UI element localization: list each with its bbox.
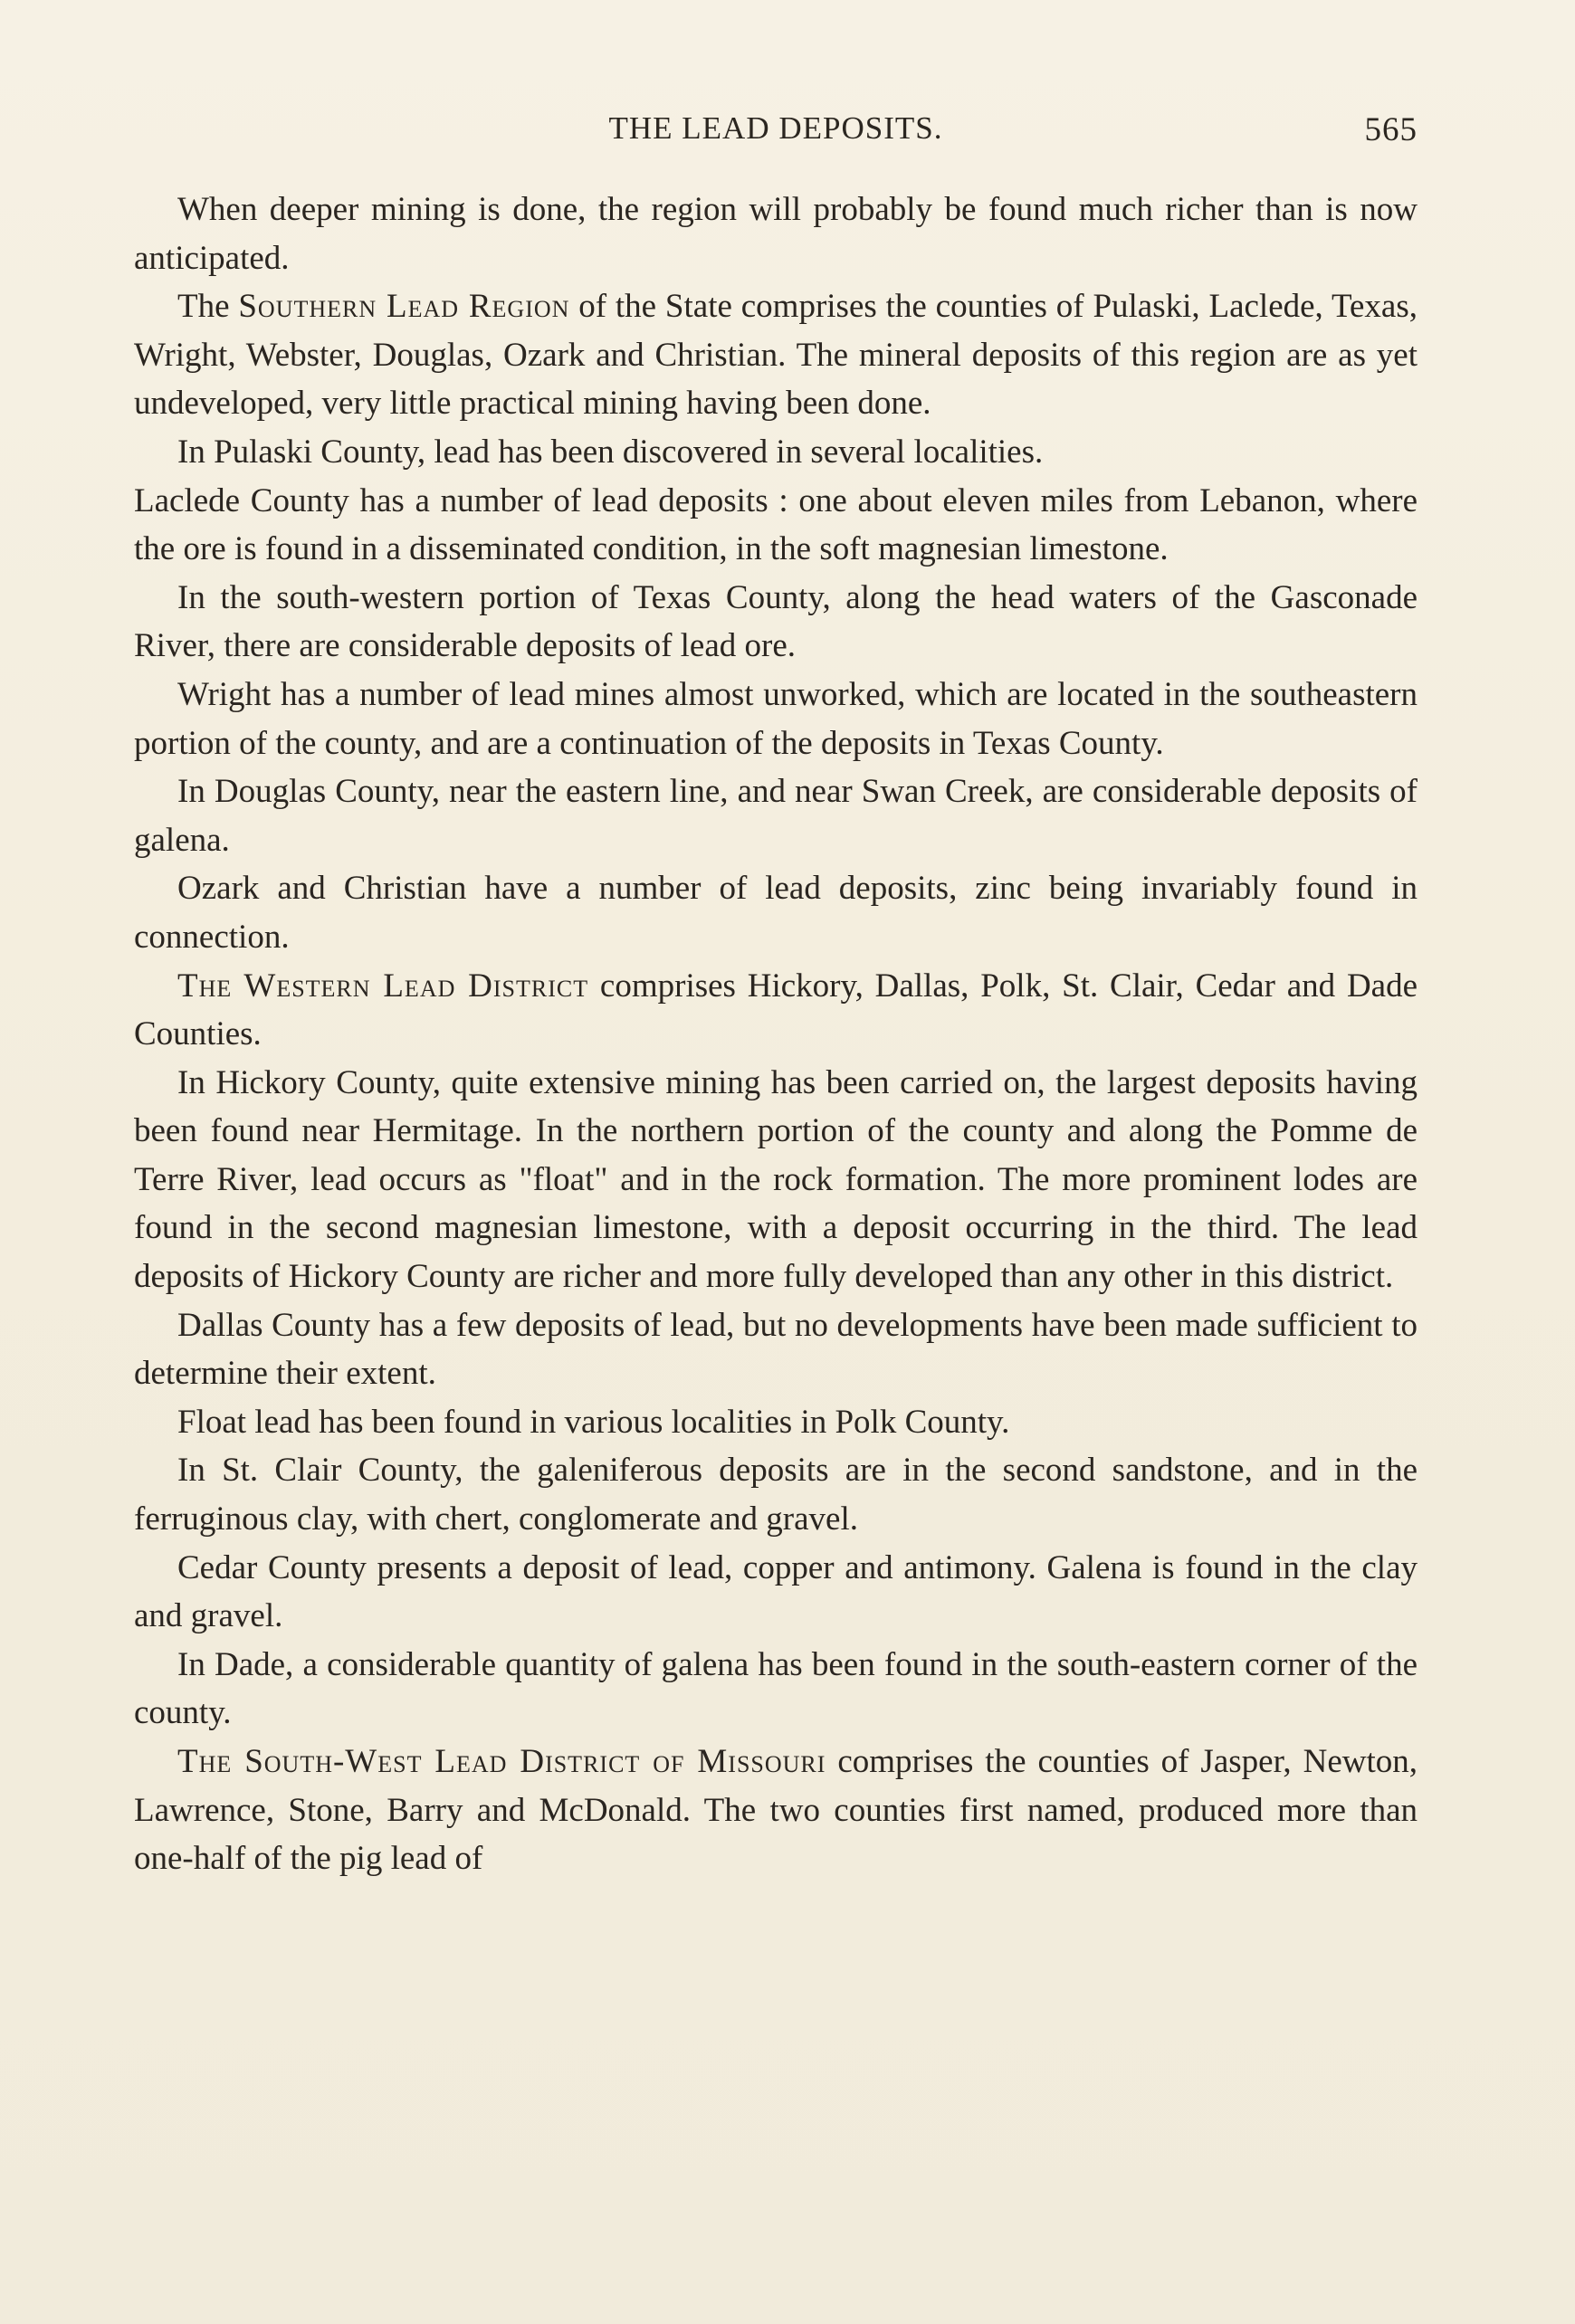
paragraph-western-lead-district: The Western Lead District comprises Hickory, Dallas, Polk, St. Clair, Cedar and Dade Counties. <box>134 967 1418 1053</box>
running-head: THE LEAD DEPOSITS. <box>608 110 943 146</box>
paragraph-polk: Float lead has been found in various localities in Polk County. <box>177 1403 1010 1441</box>
paragraph-st-clair: In St. Clair County, the galeniferous deposits are in the second sandstone, and in the ferruginous clay, with chert, conglomerate and gravel. <box>134 1452 1418 1538</box>
paragraph-ozark-christian: Ozark and Christian have a number of lead deposits, zinc being invariably found in connection. <box>134 870 1418 956</box>
page-number: 565 <box>1364 111 1418 148</box>
paragraph-cedar: Cedar County presents a deposit of lead, copper and antimony. Galena is found in the clay and gravel. <box>134 1548 1418 1635</box>
section-heading-southern-lead-region: Southern Lead Region <box>238 288 570 326</box>
paragraph-south-west-lead-district: The South-West Lead District of Missouri comprises the counties of Jasper, Newton, Lawrence, Stone, Barry and McDonald. The two counties first named, produced more than one-half of the pig lead of <box>134 1743 1418 1878</box>
paragraph-douglas: In Douglas County, near the eastern line, and near Swan Creek, are considerable deposits of galena. <box>134 773 1418 859</box>
paragraph-deeper-mining: When deeper mining is done, the region will probably be found much richer than is now anticipated. <box>134 191 1418 277</box>
body-text <box>134 186 1418 1883</box>
paragraph-texas-county: In the south-western portion of Texas County, along the head waters of the Gasconade River, there are considerable deposits of lead ore. <box>134 578 1418 665</box>
paragraph-pulaski: In Pulaski County, lead has been discovered in several localities. <box>177 433 1044 471</box>
paragraph-laclede: Laclede County has a number of lead deposits : one about eleven miles from Lebanon, where the ore is found in a disseminated condition, in the soft magnesian limestone. <box>134 481 1418 568</box>
paragraph-dade: In Dade, a considerable quantity of galena has been found in the south-eastern corner of the county. <box>134 1645 1418 1732</box>
paragraph-southern-lead-region: The Southern Lead Region of the State comprises the counties of Pulaski, Laclede, Texas, Wright, Webster, Douglas, Ozark and Christian. The mineral deposits of this region are as yet undeveloped, very little practical mining having been done. <box>134 288 1418 423</box>
section-heading-south-west-lead-district: The South-West Lead District of Missouri <box>177 1743 826 1780</box>
page-header <box>134 110 1418 157</box>
paragraph-dallas: Dallas County has a few deposits of lead, but no developments have been made sufficient to determine their extent. <box>134 1306 1418 1393</box>
section-heading-western-lead-district: The Western Lead District <box>177 967 589 1005</box>
paragraph-wright: Wright has a number of lead mines almost unworked, which are located in the southeastern portion of the county, and are a continuation of the deposits in Texas County. <box>134 675 1418 762</box>
paragraph-hickory: In Hickory County, quite extensive mining has been carried on, the largest deposits having been found near Hermitage. In the northern portion of the county and along the Pomme de Terre River, lead occurs as "float" and in the rock formation. The more prominent lodes are found in the second magnesian limestone, with a deposit occurring in the third. The lead deposits of Hickory County are richer and more fully developed than any other in this district. <box>134 1063 1418 1296</box>
